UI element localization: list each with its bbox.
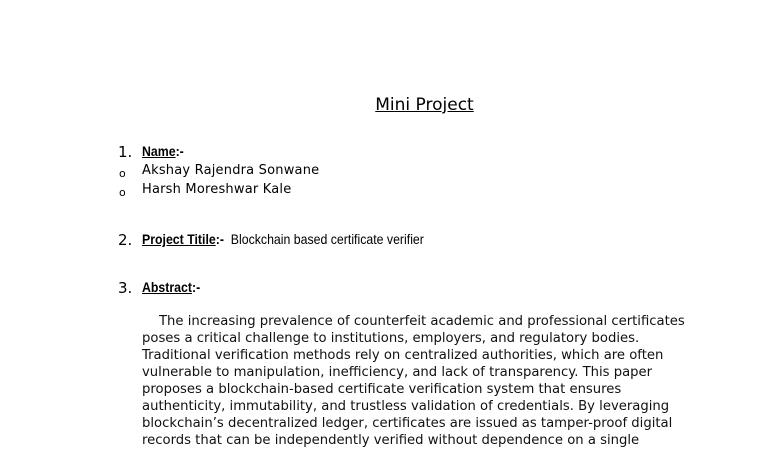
title-heading: Project Titile (142, 231, 216, 247)
name-separator: :- (175, 143, 184, 159)
abstract-separator: :- (191, 279, 201, 295)
abstract-line: vulnerable to manipulation, inefficiency, and lack of transparency. This paper (142, 365, 653, 380)
abstract-line: proposes a blockchain-based certificate verification system that ensures (142, 382, 622, 397)
member-name-1: Akshay Rajendra Sonwane (142, 163, 320, 178)
name-heading: Name (142, 143, 176, 159)
section-number-title: 2. (118, 231, 133, 249)
section-heading-title (142, 231, 424, 247)
section-heading-abstract (142, 279, 200, 295)
abstract-heading: Abstract (142, 279, 192, 295)
abstract-line: Traditional verification methods rely on centralized authorities, which are often (142, 348, 664, 363)
document-title: Mini Project (375, 95, 474, 115)
abstract-line: blockchain’s decentralized ledger, certificates are issued as tamper-proof digital (142, 416, 673, 431)
title-separator: :- (215, 231, 224, 247)
bullet-icon: o (119, 186, 126, 199)
section-heading-name (142, 143, 184, 159)
abstract-line: records that can be independently verified without dependence on a single (142, 433, 640, 448)
section-number-name: 1. (118, 143, 133, 161)
bullet-icon: o (119, 167, 126, 180)
abstract-line: The increasing prevalence of counterfeit academic and professional certificates (159, 314, 685, 329)
abstract-paragraph (142, 313, 690, 449)
member-name-2: Harsh Moreshwar Kale (142, 182, 292, 197)
abstract-line: authenticity, immutability, and trustless validation of credentials. By leveraging (142, 399, 670, 414)
abstract-line: poses a critical challenge to institutions, employers, and regulatory bodies. (142, 331, 640, 346)
project-title-value: Blockchain based certificate verifier (230, 231, 424, 247)
section-number-abstract: 3. (118, 279, 133, 297)
